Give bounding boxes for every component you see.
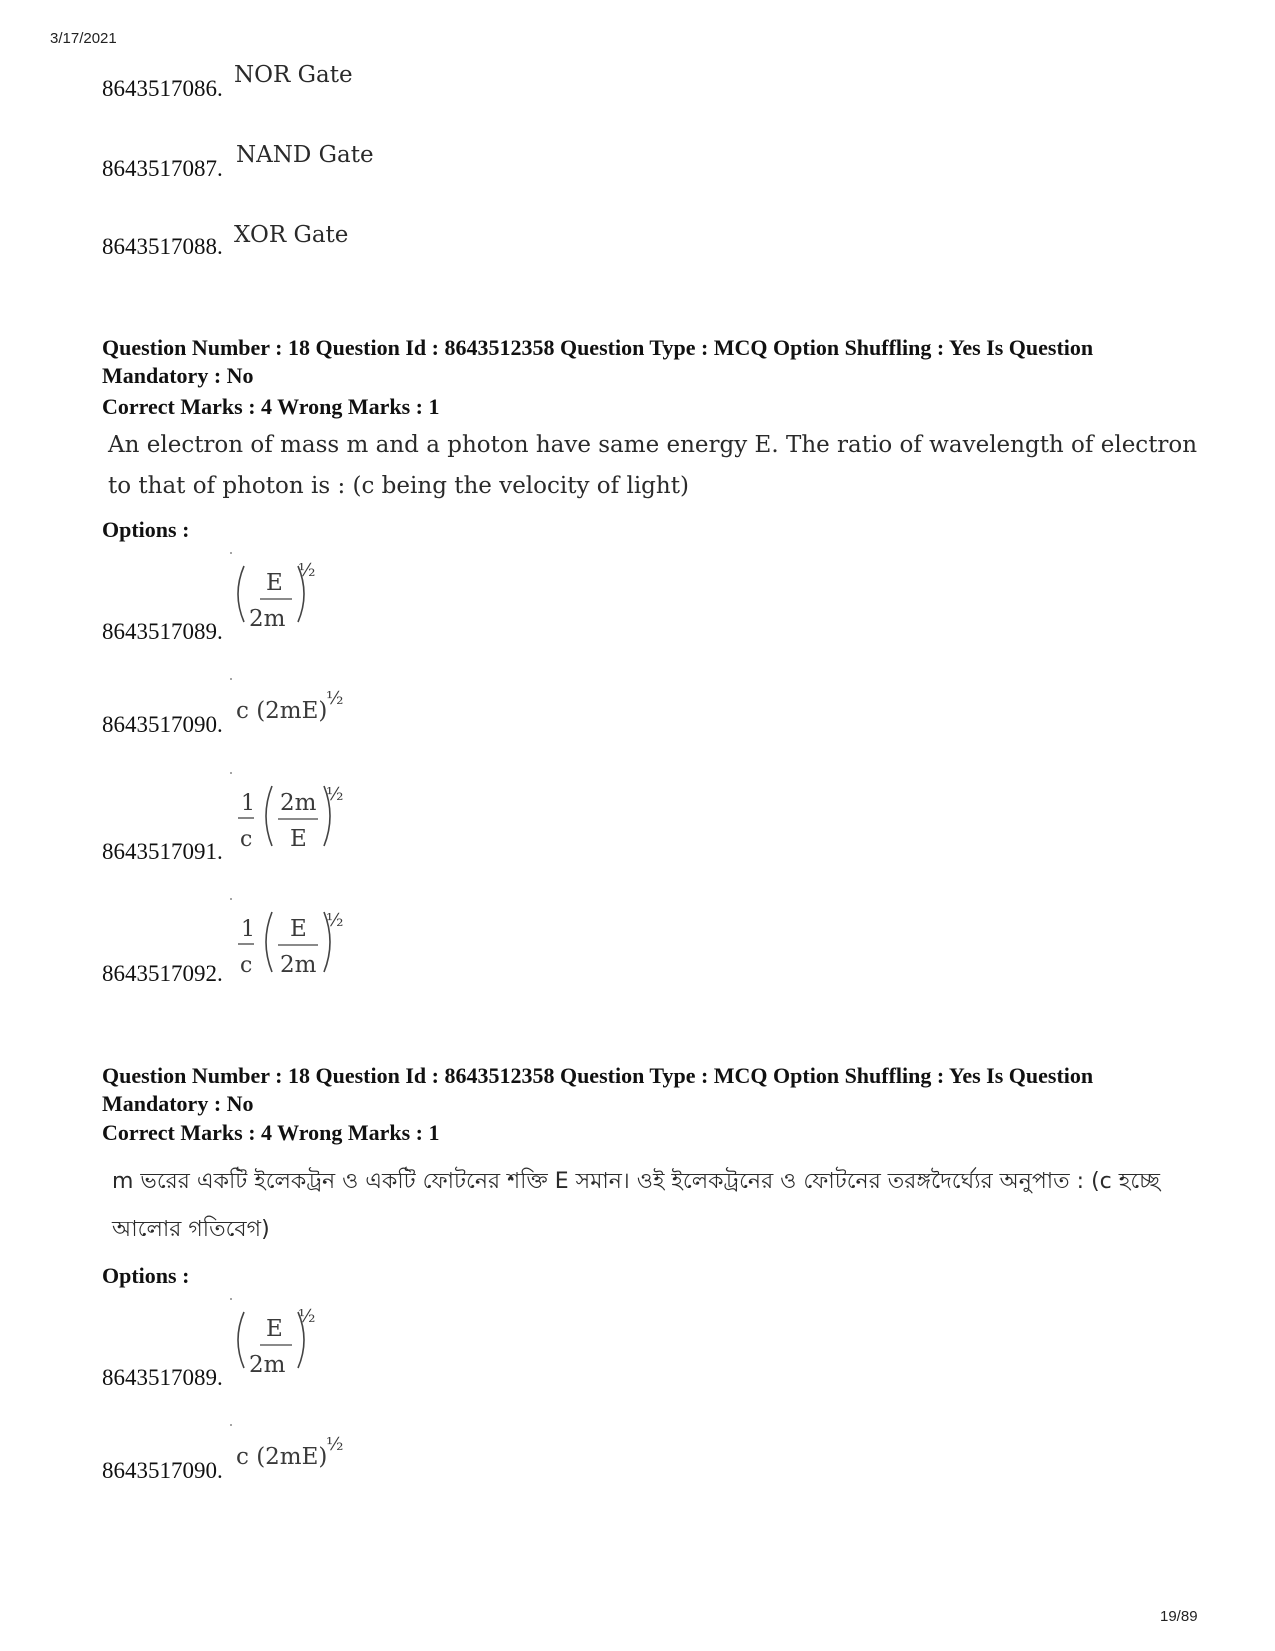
question-header: Question Number : 18 Question Id : 8643512358 Question Type : MCQ Option Shuffling : Yes Is Question Mandatory : No: [102, 1063, 1094, 1116]
option-id: 8643517086.: [102, 76, 223, 101]
frac-numerator: E: [266, 1316, 283, 1342]
formula-c-2mE-sqrt: [228, 1422, 368, 1482]
formula-e-over-2m-sqrt: [228, 550, 338, 640]
option-id: 8643517089.: [102, 619, 223, 644]
question-marks: Correct Marks : 4 Wrong Marks : 1: [102, 394, 440, 419]
formula-c-2mE-sqrt: [228, 676, 368, 736]
option-text: NAND Gate: [236, 142, 374, 168]
frac-numerator: 1: [241, 791, 255, 816]
exponent-half: ½: [326, 1434, 344, 1455]
frac-numerator: E: [290, 916, 307, 942]
formula-1-over-c-2m-over-e-sqrt: [228, 770, 368, 860]
formula-main: c (2mE): [236, 698, 328, 724]
frac-denominator: 2m: [280, 952, 317, 978]
question-text: m ভরের একটি ইলেকট্রন ও একটি ফোটনের শক্তি E সমান। ওই ইলেকট্রনের ও ফোটনের তরঙ্গদৈর্ঘ্যের অনুপাত : (c হচ্ছে আলোর গতিবেগ): [112, 1169, 1160, 1242]
frac-denominator: E: [290, 826, 307, 852]
exponent-half: ½: [326, 688, 344, 709]
frac-numerator: 1: [241, 917, 255, 942]
formula-main: c (2mE): [236, 1444, 328, 1470]
option-id: 8643517090.: [102, 712, 223, 737]
question-text: An electron of mass m and a photon have same energy E. The ratio of wavelength of electron to that of photon is : (c being the velocity of light): [108, 432, 1198, 499]
option-id: 8643517089.: [102, 1365, 223, 1390]
frac-denominator: c: [240, 827, 253, 852]
print-date: 3/17/2021: [50, 30, 117, 47]
formula-e-over-2m-sqrt: [228, 1296, 338, 1386]
exponent-half: ½: [326, 784, 344, 805]
option-id: 8643517087.: [102, 156, 223, 181]
exponent-half: ½: [298, 1306, 316, 1327]
options-label: Options :: [102, 1263, 190, 1288]
option-id: 8643517092.: [102, 961, 223, 986]
exponent-half: ½: [326, 910, 344, 931]
frac-numerator: E: [266, 570, 283, 596]
page-number: 19/89: [1160, 1608, 1198, 1625]
formula-1-over-c-e-over-2m-sqrt: [228, 896, 368, 986]
question-header: Question Number : 18 Question Id : 8643512358 Question Type : MCQ Option Shuffling : Yes Is Question Mandatory : No: [102, 335, 1094, 388]
options-label: Options :: [102, 517, 190, 542]
option-id: 8643517088.: [102, 234, 223, 259]
option-id: 8643517090.: [102, 1458, 223, 1483]
frac-numerator: 2m: [280, 790, 317, 816]
frac-denominator: 2m: [249, 1352, 286, 1378]
option-id: 8643517091.: [102, 839, 223, 864]
question-marks: Correct Marks : 4 Wrong Marks : 1: [102, 1120, 440, 1145]
option-text: NOR Gate: [234, 62, 353, 88]
frac-denominator: c: [240, 953, 253, 978]
exponent-half: ½: [298, 560, 316, 581]
option-text: XOR Gate: [234, 222, 349, 248]
frac-denominator: 2m: [249, 606, 286, 632]
